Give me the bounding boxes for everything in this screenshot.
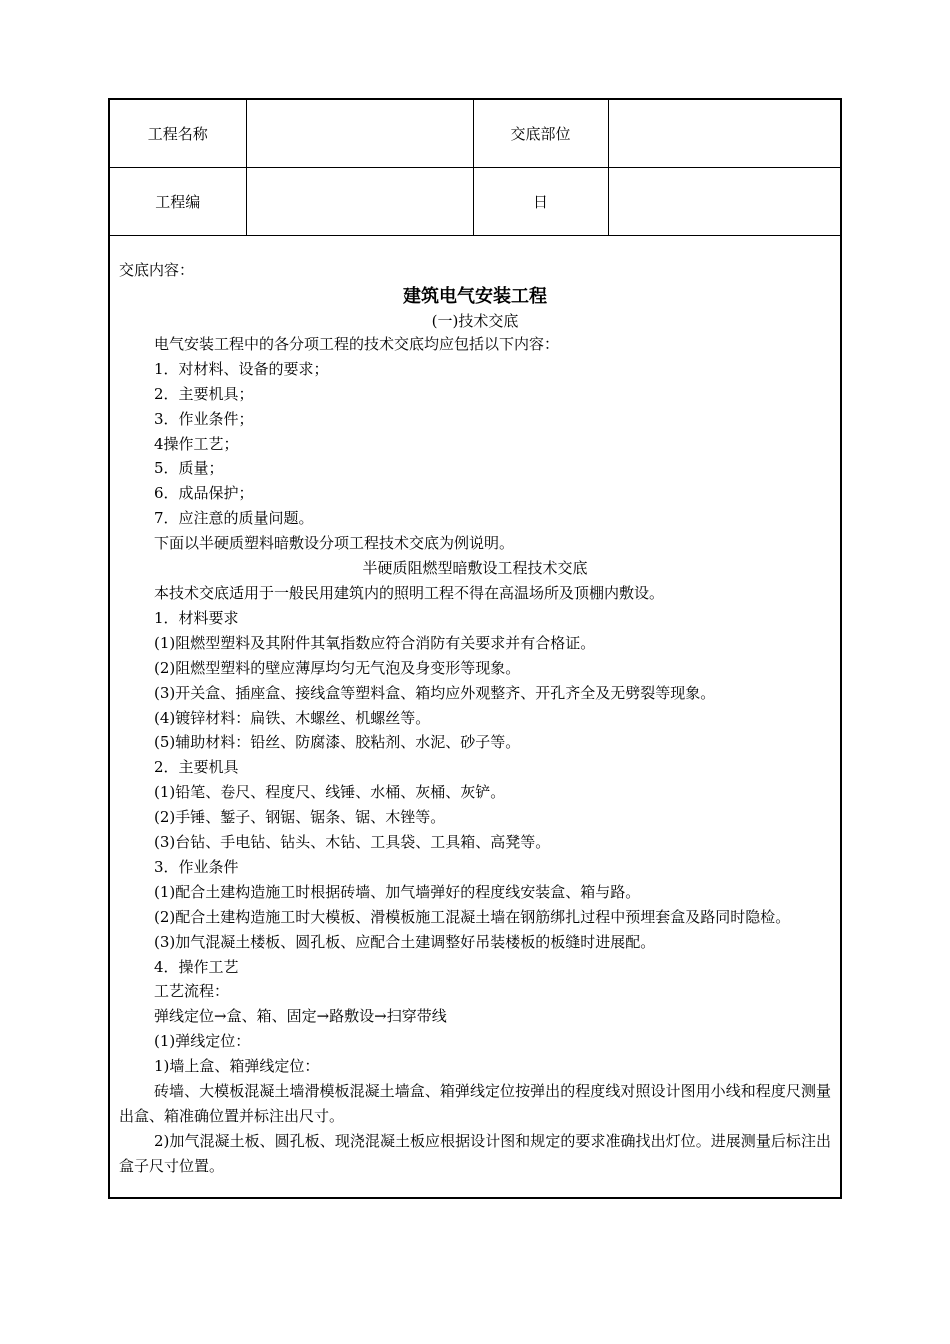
paragraph: (1)铅笔、卷尺、程度尺、线锤、水桶、灰桶、灰铲。 — [154, 783, 506, 802]
paragraph: 1．材料要求 — [154, 608, 239, 627]
paragraph: 1)墙上盒、箱弹线定位： — [154, 1057, 320, 1076]
document-title: 建筑电气安装工程 — [403, 285, 547, 307]
paragraph: (4)镀锌材料：扁铁、木螺丝、机螺丝等。 — [154, 708, 431, 727]
paragraph: (3)台钻、手电钻、钻头、木钻、工具袋、工具箱、高凳等。 — [154, 833, 551, 852]
paragraph: 4操作工艺； — [154, 434, 239, 453]
header-row — [110, 168, 840, 236]
project-name-value — [246, 100, 473, 168]
content-label: 交底内容： — [119, 261, 195, 279]
date-value — [608, 168, 840, 236]
paragraph: (3)加气混凝土楼板、圆孔板、应配合土建调整好吊装楼板的板缝时进展配。 — [154, 932, 656, 951]
paragraph: (2)阻燃型塑料的壁应薄厚均匀无气泡及身变形等现象。 — [154, 658, 521, 677]
project-number-value — [246, 168, 473, 236]
paragraph: 5．质量； — [154, 459, 224, 478]
paragraph: (3)开关盒、插座盒、接线盒等塑料盒、箱均应外观整齐、开孔齐全及无劈裂等现象。 — [154, 683, 716, 702]
disclosure-part-value — [608, 100, 840, 168]
disclosure-sheet — [108, 98, 842, 1199]
paragraph: 4．操作工艺 — [154, 957, 239, 976]
paragraph: 砖墙、大模板混凝土墙滑模板混凝土墙盒、箱弹线定位按弹出的程度线对照设计图用小线和程度尺测量出盒、箱准确位置并标注出尺寸。 — [119, 1082, 831, 1125]
project-number-label: 工程编 — [110, 168, 246, 236]
paragraph: (1)弹线定位： — [154, 1032, 251, 1051]
paragraph: (1)配合土建构造施工时根据砖墙、加气墙弹好的程度线安装盒、箱与路。 — [154, 882, 641, 901]
paragraph: 2．主要机具； — [154, 384, 254, 403]
paragraph: 工艺流程： — [154, 982, 230, 1001]
paragraph: 本技术交底适用于一般民用建筑内的照明工程不得在高温场所及顶棚内敷设。 — [154, 583, 665, 602]
paragraph: (5)辅助材料：铅丝、防腐漆、胶粘剂、水泥、砂子等。 — [154, 733, 521, 752]
paragraph: 6．成品保护； — [154, 484, 254, 503]
paragraph: 2．主要机具 — [154, 758, 239, 777]
paragraph: (2)手锤、錾子、钢锯、锯条、锯、木锉等。 — [154, 808, 446, 827]
paragraph: (1)阻燃型塑料及其附件其氧指数应符合消防有关要求并有合格证。 — [154, 633, 596, 652]
section-subtitle: (一)技术交底 — [431, 311, 519, 330]
paragraph: 7．应注意的质量问题。 — [154, 509, 314, 528]
date-label: 日 — [473, 168, 608, 236]
header-row — [110, 100, 840, 168]
paragraph: 2)加气混凝土板、圆孔板、现浇混凝土板应根据设计图和规定的要求准确找出灯位。进展测量后标注出盒子尺寸位置。 — [119, 1131, 831, 1175]
header-table — [110, 100, 840, 236]
disclosure-content — [110, 238, 840, 1179]
paragraph: (2)配合土建构造施工时大模板、滑模板施工混凝土墙在钢筋绑扎过程中预埋套盒及路同时隐检。 — [154, 907, 791, 926]
project-name-label: 工程名称 — [110, 100, 246, 168]
sub-heading: 半硬质阻燃型暗敷设工程技术交底 — [362, 559, 588, 578]
paragraph: 下面以半硬质塑料暗敷设分项工程技术交底为例说明。 — [154, 534, 515, 553]
paragraph: 3．作业条件 — [154, 857, 239, 876]
paragraph: 1．对材料、设备的要求； — [154, 359, 329, 378]
paragraph: 弹线定位→盒、箱、固定→路敷设→扫穿带线 — [154, 1007, 447, 1026]
disclosure-part-label: 交底部位 — [473, 100, 608, 168]
paragraph: 3．作业条件； — [154, 409, 254, 428]
paragraph: 电气安装工程中的各分项工程的技术交底均应包括以下内容： — [154, 334, 560, 353]
